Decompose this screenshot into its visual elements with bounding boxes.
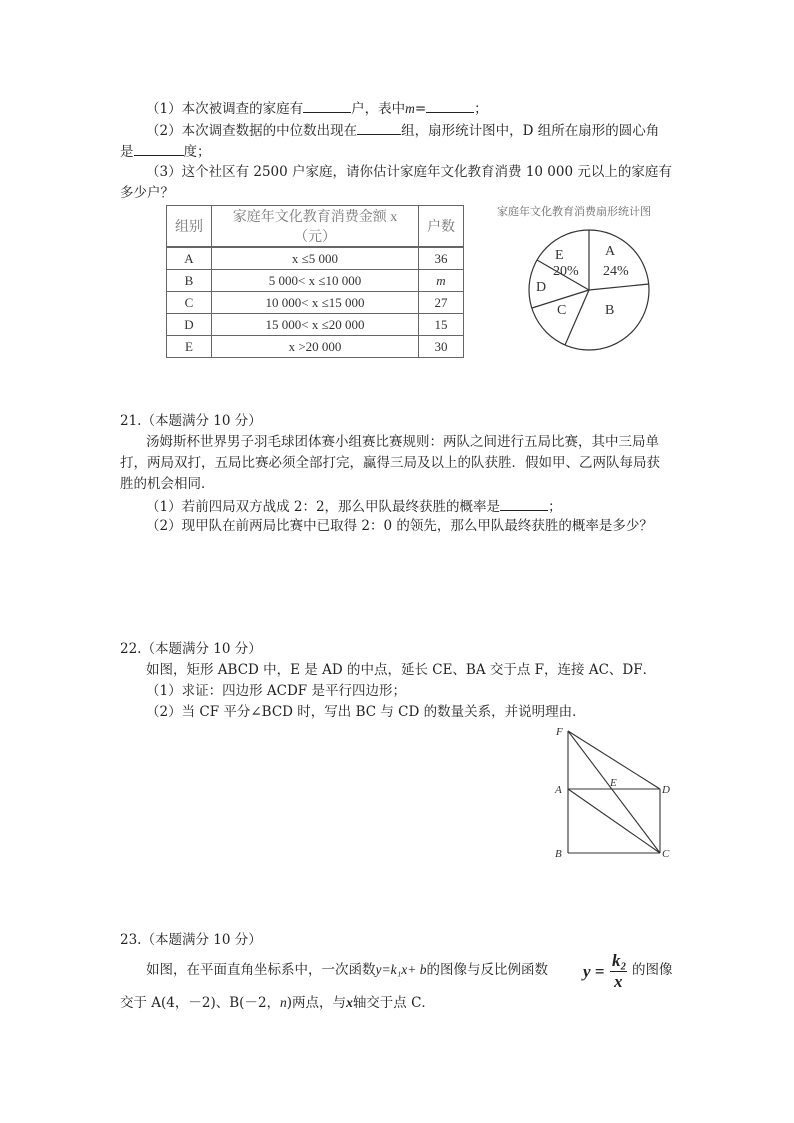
- q20-part2-cont: 是 度；: [120, 141, 211, 161]
- answer-blank[interactable]: [357, 120, 401, 135]
- q23-intro: 如图，在平面直角坐标系中，一次函数y=k₁x+ b的图像与反比例函数: [146, 962, 549, 978]
- segment-ac: [568, 789, 660, 853]
- answer-blank[interactable]: [303, 98, 351, 113]
- table-cell: m: [419, 270, 464, 292]
- point-label-a: A: [555, 784, 562, 796]
- table-header-row: [167, 206, 464, 248]
- pie-label-c: C: [557, 303, 567, 318]
- q23-intro-tail: 的图像: [632, 962, 673, 978]
- pie-label-d: D: [536, 280, 547, 295]
- answer-blank[interactable]: [134, 141, 184, 156]
- q21-part2: （2）现甲队在前两局比赛中已取得 2：0 的领先，那么甲队最终获胜的概率是多少？: [146, 518, 653, 534]
- table-header: 组别: [167, 206, 212, 248]
- table-cell: 36: [419, 247, 464, 270]
- table-cell: 5 000< x ≤10 000: [212, 270, 419, 292]
- q23-title: 23.（本题满分 10 分）: [120, 932, 262, 948]
- table-cell: C: [167, 292, 212, 314]
- point-label-b: B: [555, 848, 562, 860]
- answer-blank[interactable]: [426, 98, 474, 113]
- q22-part2: （2）当 CF 平分∠BCD 时，写出 BC 与 CD 的数量关系，并说明理由．: [146, 704, 586, 720]
- table-cell: E: [167, 336, 212, 358]
- survey-table: [166, 205, 464, 358]
- pie-pct-e: 20%: [553, 264, 579, 279]
- answer-blank[interactable]: [500, 496, 548, 511]
- table-cell: A: [167, 247, 212, 270]
- q21-title: 21.（本题满分 10 分）: [120, 413, 262, 429]
- q20-part3-cont: 多少户？: [120, 185, 174, 201]
- pie-pct-a: 24%: [603, 264, 629, 279]
- q20-part2: （2）本次调查数据的中位数出现在 组，扇形统计图中，D 组所在扇形的圆心角: [146, 120, 659, 140]
- point-label-f: F: [556, 726, 563, 738]
- geometry-figure: [548, 724, 680, 862]
- pie-label-b: B: [605, 303, 615, 318]
- pie-label-a: A: [605, 244, 616, 259]
- q21-intro: 汤姆斯杯世界男子羽毛球团体赛小组赛比赛规则：两队之间进行五局比赛，其中三局单: [146, 434, 659, 450]
- pie-chart: [527, 228, 651, 352]
- table-cell: D: [167, 314, 212, 336]
- pie-divider: [589, 284, 649, 290]
- table-row: [167, 314, 464, 336]
- q21-part1: （1）若前四局双方战成 2：2，那么甲队最终获胜的概率是 ；: [146, 496, 562, 516]
- q20-part1: （1）本次被调查的家庭有 户，表中m= ；: [146, 98, 488, 118]
- table-cell: 30: [419, 336, 464, 358]
- pie-divider: [565, 290, 589, 345]
- q23-intro-cont: 交于 A(4，－2)、B(－2，n)两点，与x轴交于点 C．: [120, 995, 435, 1011]
- pie-chart-title: 家庭年文化教育消费扇形统计图: [497, 205, 651, 218]
- table-cell: x ≤5 000: [212, 247, 419, 270]
- table-header: 户数: [419, 206, 464, 248]
- q22-title: 22.（本题满分 10 分）: [120, 641, 262, 657]
- q21-intro-cont: 打，两局双打，五局比赛必须全部打完，赢得三局及以上的队获胜．假如甲、乙两队每局获: [120, 455, 660, 471]
- inverse-function-formula: y = k₂ x: [583, 951, 627, 991]
- q21-intro-end: 胜的机会相同．: [120, 476, 215, 492]
- point-label-c: C: [662, 848, 670, 860]
- table-row: [167, 247, 464, 270]
- table-cell: B: [167, 270, 212, 292]
- q22-intro: 如图，矩形 ABCD 中，E 是 AD 的中点，延长 CE、BA 交于点 F，连接 AC、DF．: [146, 662, 657, 678]
- table-row: [167, 292, 464, 314]
- segment-fc: [568, 731, 660, 853]
- pie-label-e: E: [555, 248, 564, 263]
- table-header: 家庭年文化教育消费金额 x（元）: [212, 206, 419, 248]
- table-cell: 15: [419, 314, 464, 336]
- q20-part3: （3）这个社区有 2500 户家庭，请你估计家庭年文化教育消费 10 000 元以上的家庭有: [146, 164, 672, 180]
- point-label-d: D: [662, 784, 670, 796]
- q22-part1: （1）求证：四边形 ACDF 是平行四边形；: [146, 683, 406, 699]
- table-row: [167, 336, 464, 358]
- table-cell: 15 000< x ≤20 000: [212, 314, 419, 336]
- table-cell: 27: [419, 292, 464, 314]
- table-cell: 10 000< x ≤15 000: [212, 292, 419, 314]
- point-label-e: E: [610, 777, 617, 789]
- table-row: [167, 270, 464, 292]
- table-cell: x >20 000: [212, 336, 419, 358]
